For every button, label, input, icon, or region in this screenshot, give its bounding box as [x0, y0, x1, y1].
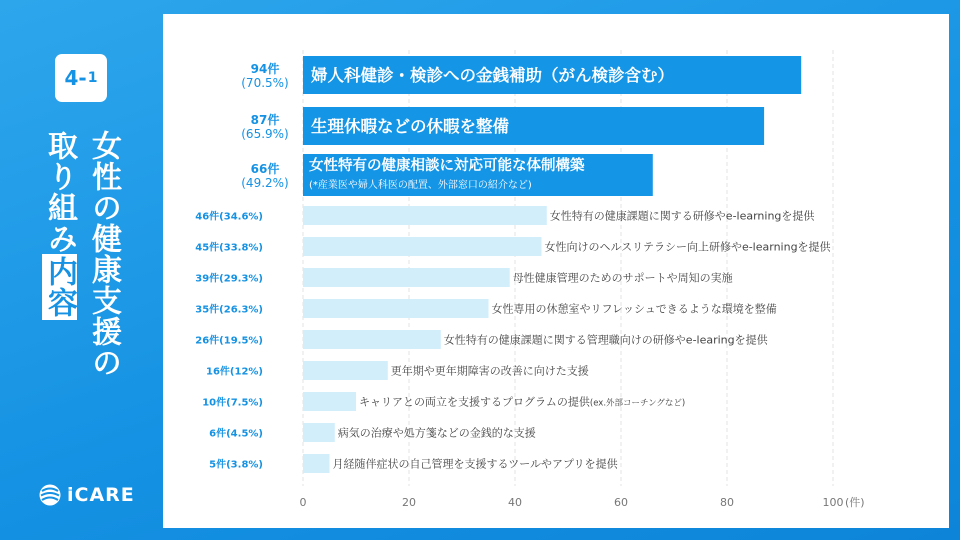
section-badge-main: 4- — [64, 66, 87, 90]
logo-globe-icon — [38, 483, 62, 507]
bar-count-label: 26件(19.5%) — [195, 335, 263, 347]
bar-count-label: 10件(7.5%) — [202, 397, 263, 409]
bar-label-text: 女性向けのヘルスリテラシー向上研修やe-learningを提供 — [544, 240, 831, 254]
bar-label — [391, 364, 589, 378]
bar-count-label: 6件(4.5%) — [209, 428, 263, 440]
bar — [303, 206, 547, 225]
bar-label-text: 月経随伴症状の自己管理を支援するツールやアプリを提供 — [332, 457, 618, 471]
bar-label — [444, 333, 769, 347]
section-badge — [55, 54, 107, 102]
bar — [303, 361, 388, 380]
bar-chart — [163, 14, 949, 528]
x-tick-label: 60 — [614, 496, 628, 509]
sidebar — [0, 0, 162, 540]
page-title-col2 — [40, 130, 78, 320]
bar-sub-label: (*産業医や婦人科医の配置、外部窓口の紹介など) — [309, 180, 532, 191]
bar-label-text: 病気の治療や処方箋などの金銭的な支援 — [337, 426, 536, 440]
bar-count-label: 5件(3.8%) — [209, 459, 263, 471]
bar-label-text: 女性特有の健康課題に関する管理職向けの研修やe-learingを提供 — [443, 333, 768, 347]
bar-count-label: 39件(29.3%) — [195, 273, 263, 285]
bar-label — [513, 271, 733, 285]
bar-count-label: 35件(26.3%) — [195, 304, 263, 316]
bar-label: 婦人科健診・検診への金銭補助（がん検診含む） — [311, 66, 674, 85]
bar-label-text: 女性専用の休憩室やリフレッシュできるような環境を整備 — [491, 302, 777, 316]
x-tick-label: 0 — [299, 496, 307, 509]
bar-pct-label: (70.5%) — [241, 76, 289, 90]
logo-text: iCARE — [67, 484, 135, 506]
bar-label: 女性特有の健康相談に対応可能な体制構築 — [309, 158, 585, 174]
bar — [303, 299, 489, 318]
section-badge-sub: 1 — [87, 70, 98, 86]
page-title-col1: 女性の健康支援の — [86, 130, 121, 378]
bar-label-text: 女性特有の健康課題に関する研修やe-learningを提供 — [549, 209, 815, 223]
bar-pct-label: (49.2%) — [241, 176, 289, 190]
x-axis-unit: (件) — [845, 496, 865, 509]
bar-count-label: 46件(34.6%) — [195, 211, 263, 223]
bar-count-label: 94件 — [250, 62, 280, 76]
x-tick-label: 100 — [822, 496, 844, 509]
bar — [303, 454, 330, 473]
bar-count-label: 16件(12%) — [206, 366, 263, 378]
x-tick-label: 80 — [720, 496, 734, 509]
x-tick-label: 20 — [402, 496, 416, 509]
bar-label-text: キャリアとの両立を支援するプログラムの提供 — [359, 395, 590, 409]
chart-card — [163, 14, 949, 528]
bar — [303, 392, 356, 411]
bar-count-label: 45件(33.8%) — [195, 242, 263, 254]
bar-count-label: 87件 — [250, 113, 280, 127]
bar-pct-label: (65.9%) — [241, 127, 289, 141]
bar — [303, 268, 510, 287]
page-title-plain: 取り組み — [42, 130, 77, 254]
bar-label: 生理休暇などの休暇を整備 — [311, 117, 509, 136]
bar-label-text: 母性健康管理のためのサポートや周知の実施 — [512, 271, 733, 285]
bar-count-label: 66件 — [250, 162, 280, 176]
bar-label — [338, 426, 536, 440]
bar — [303, 330, 441, 349]
page-title-highlight: 内容 — [42, 256, 77, 318]
bar — [303, 237, 542, 256]
bar-label-note: (ex.外部コーチングなど) — [589, 398, 686, 409]
bar-label — [545, 240, 832, 254]
bar-label — [359, 395, 685, 409]
bar-label — [550, 209, 816, 223]
bar-label-text: 更年期や更年期障害の改善に向けた支援 — [390, 364, 589, 378]
bar-label — [492, 302, 777, 316]
x-tick-label: 40 — [508, 496, 522, 509]
bar — [303, 423, 335, 442]
icare-logo — [38, 483, 135, 507]
bar-label — [333, 457, 619, 471]
